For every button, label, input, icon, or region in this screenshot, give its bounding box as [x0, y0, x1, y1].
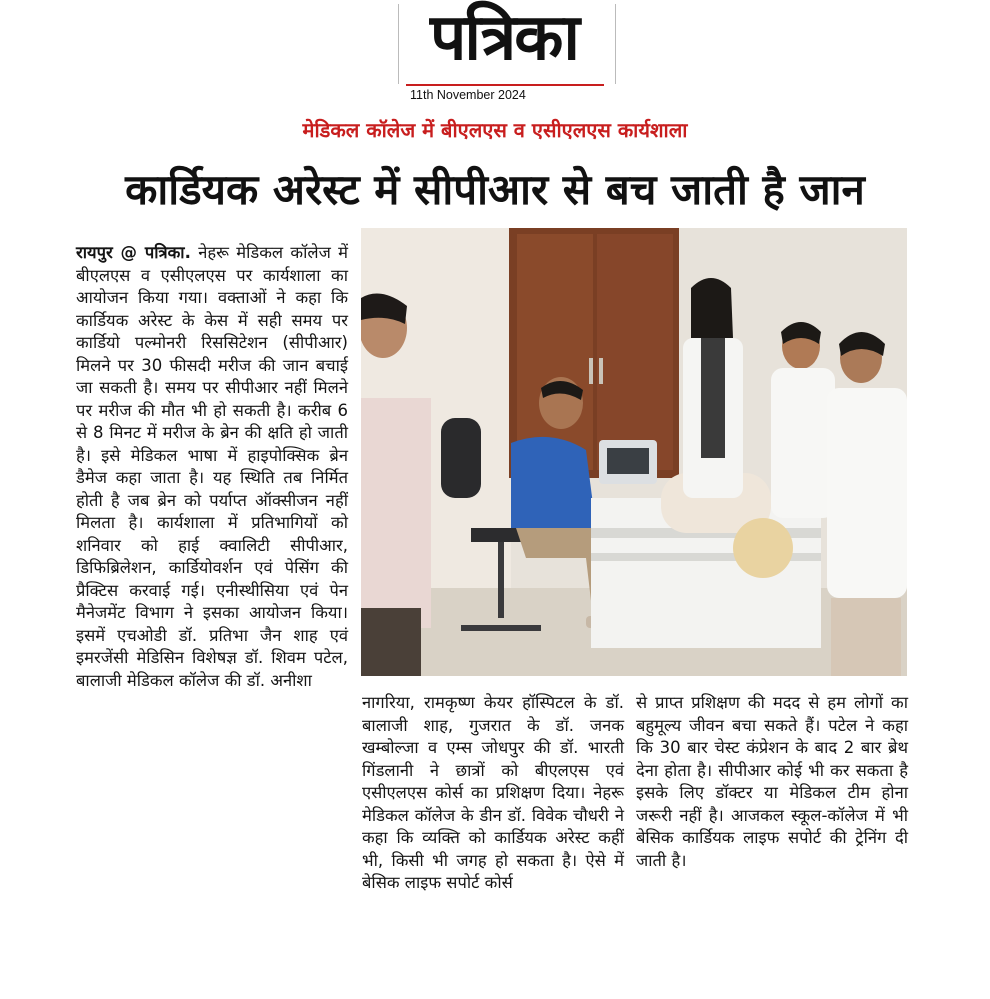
edition-date: 11th November 2024 [410, 88, 526, 102]
article-column-1 [76, 242, 348, 692]
cpr-training-photo [361, 228, 907, 676]
newspaper-logo: पत्रिका [430, 0, 578, 75]
masthead-rule [406, 84, 604, 86]
masthead-border-left [398, 4, 399, 84]
article-photo [361, 228, 907, 676]
masthead [398, 0, 616, 102]
article-dateline: रायपुर @ पत्रिका. [76, 243, 191, 262]
article-column-3 [636, 692, 908, 872]
article-column-1-text: नेहरू मेडिकल कॉलेज में बीएलएस व एसीएलएस पर कार्यशाला का आयोजन किया गया। वक्ताओं ने कहा कि कार्डियक अरेस्ट के केस में सही समय पर कार्डियो पल्मोनरी रिससिटेशन (सीपीआर) मिलने पर 30 फीसदी मरीज की जान बचाई जा सकती है। समय पर सीपीआर नहीं मिलने पर मरीज की मौत भी हो सकती है। करीब 6 से 8 मिनट में मरीज के ब्रेन की क्षति हो जाती है। इसे मेडिकल भाषा में हाइपोक्सिक ब्रेन डैमेज कहा जाता है। यह स्थिति तब निर्मित होती है जब ब्रेन को पर्याप्त ऑक्सीजन नहीं मिलता है। कार्यशाला में प्रतिभागियों को शनिवार को हाई क्वालिटी सीपीआर, डिफिब्रिलेशन, कार्डियोवर्शन एवं पेसिंग की प्रैक्टिस करवाई गई। एनीस्थीसिया एवं पेन मैनेजमेंट विभाग ने इसका आयोजन किया। इसमें एचओडी डॉ. प्रतिभा जैन शाह एवं इमरजेंसी मेडिसिन विशेषज्ञ डॉ. शिवम पटेल, बालाजी मेडिकल कॉलेज की डॉ. अनीशा [76, 243, 349, 690]
article-headline: कार्डियक अरेस्ट में सीपीआर से बच जाती है जान [125, 165, 865, 214]
article-column-2 [362, 692, 624, 895]
article-column-3-text: से प्राप्त प्रशिक्षण की मदद से हम लोगों का बहुमूल्य जीवन बचा सकते हैं। पटेल ने कहा कि 30 बार चेस्ट कंप्रेशन के बाद 2 बार ब्रेथ देना होता है। सीपीआर कोई भी कर सकता है इसके लिए डॉक्टर या मेडिकल टीम होना जरूरी नहीं है। आजकल स्कूल-कॉलेज में भी बेसिक कार्डियक लाइफ सपोर्ट की ट्रेनिंग दी जाती है। [636, 693, 908, 870]
article-kicker: मेडिकल कॉलेज में बीएलएस व एसीएलएस कार्यशाला [302, 118, 688, 142]
masthead-border-right [615, 4, 616, 84]
article-column-2-text: नागरिया, रामकृष्ण केयर हॉस्पिटल के डॉ. बालाजी शाह, गुजरात के डॉ. जनक खम्बोल्जा व एम्स जोधपुर की डॉ. भारती गिंडलानी ने छात्रों को बीएलएस एवं एसीएलएस कोर्स का प्रशिक्षण दिया। नेहरू मेडिकल कॉलेज के डीन डॉ. विवेक चौधरी ने कहा कि व्यक्ति को कार्डियक अरेस्ट कहीं भी, किसी भी जगह हो सकता है। ऐसे में बेसिक लाइफ सपोर्ट कोर्स [362, 693, 624, 892]
